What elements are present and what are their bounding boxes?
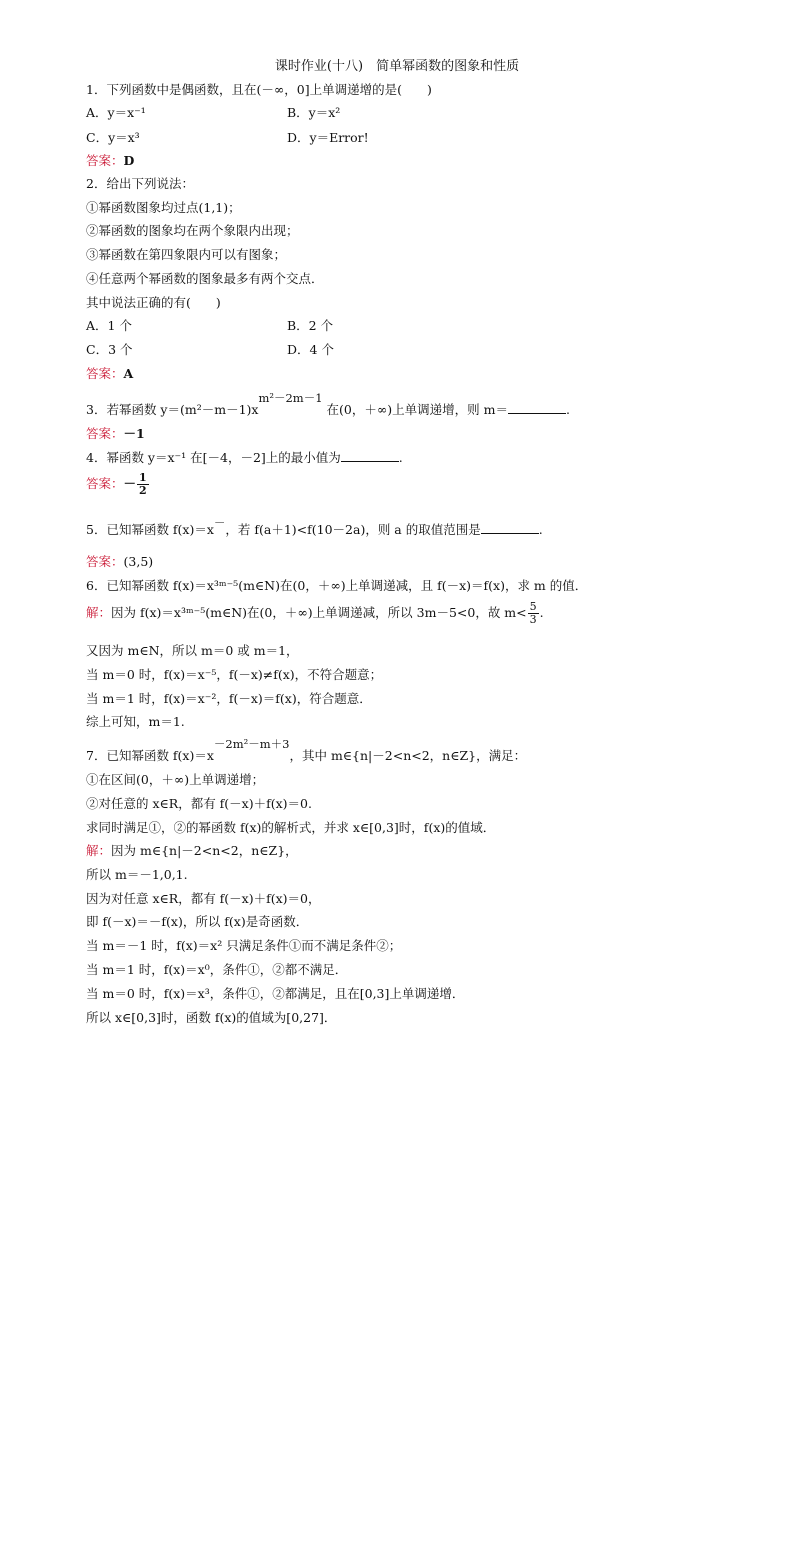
page-title: 课时作业(十八) 简单幂函数的图象和性质 [274, 59, 520, 74]
q2-statement-1: ①幂函数图象均过点(1,1)； [86, 200, 241, 215]
solution-label: 解： [86, 605, 112, 620]
q5-blank [481, 520, 539, 534]
q2-statement-3: ③幂函数在第四象限内可以有图象； [86, 247, 287, 262]
q1-option-a: A．y＝x⁻¹ [86, 105, 146, 120]
q7-solution-text: 因为 m∈{n|－2<n<2，n∈Z}， [111, 843, 298, 858]
q7-solution-line5: 当 m＝－1 时，f(x)＝x² 只满足条件①而不满足条件②； [86, 938, 402, 953]
q5-answer-value: (3,5) [123, 554, 154, 569]
q5-exponent: － [213, 516, 226, 530]
q6-solution-line5: 综上可知，m＝1. [86, 714, 185, 729]
q1-answer [86, 152, 134, 170]
q5-prefix: 5．已知幂函数 f(x)＝x [86, 522, 214, 537]
q1-option-d: D．y＝Error! [287, 130, 369, 145]
q7-solution-line7: 当 m＝0 时，f(x)＝x³，条件①，②都满足，且在[0,3]上单调递增． [86, 986, 465, 1001]
q7-solution-line8: 所以 x∈[0,3]时，函数 f(x)的值域为[0,27]． [86, 1010, 337, 1025]
q1-option-b: B．y＝x² [287, 105, 341, 120]
q6-stem: 6．已知幂函数 f(x)＝x³ᵐ⁻⁵(m∈N)在(0，＋∞)上单调递减，且 f(－x)＝f(x)，求 m 的值． [86, 578, 588, 593]
q6-solution-line2: 又因为 m∈N，所以 m＝0 或 m＝1， [86, 643, 299, 658]
q3-suffix: 在(0，＋∞)上单调递增，则 m＝ [322, 402, 508, 417]
answer-label: 答案： [86, 153, 124, 168]
q2-answer [86, 365, 133, 383]
q7-ask: 求同时满足①，②的幂函数 f(x)的解析式，并求 x∈[0,3]时，f(x)的值域． [86, 820, 496, 835]
q2-options-row2 [86, 341, 334, 359]
answer-label: 答案： [86, 554, 124, 569]
q6-solution-line4: 当 m＝1 时，f(x)＝x⁻²，f(－x)＝f(x)，符合题意． [86, 691, 372, 706]
q3-stem [86, 391, 570, 419]
q2-statement-4: ④任意两个幂函数的图象最多有两个交点． [86, 271, 324, 286]
q7-solution-line4: 即 f(－x)＝－f(x)，所以 f(x)是奇函数． [86, 914, 309, 929]
q2-answer-value: A [123, 366, 134, 381]
q5-answer [86, 553, 153, 571]
q7-solution-line3: 因为对任意 x∈R，都有 f(－x)＋f(x)＝0， [86, 891, 321, 906]
q4-answer-fraction [137, 472, 149, 497]
q6-fraction [528, 601, 539, 626]
q7-exponent: －2m²－m＋3 [213, 737, 290, 751]
q6-solution-text: 因为 f(x)＝x³ᵐ⁻⁵(m∈N)在(0，＋∞)上单调递减，所以 3m－5<0，故 m< [111, 605, 527, 620]
q4-answer-sign: － [123, 476, 137, 491]
q3-end: . [565, 402, 570, 417]
q3-prefix: 3．若幂函数 y＝(m²－m－1)x [86, 402, 259, 417]
q6-solution-line3: 当 m＝0 时，f(x)＝x⁻⁵，f(－x)≠f(x)，不符合题意； [86, 667, 383, 682]
q7-solution-line2: 所以 m＝－1,0,1. [86, 867, 188, 882]
q4-answer-numerator: 1 [139, 471, 147, 484]
q7-condition-2: ②对任意的 x∈R，都有 f(－x)＋f(x)＝0. [86, 796, 312, 811]
q1-options-row1 [86, 104, 341, 122]
q7-solution-line1 [86, 842, 298, 860]
q4-answer [86, 472, 150, 497]
q7-stem [86, 737, 527, 765]
q3-answer [86, 425, 145, 443]
q2-stem: 2．给出下列说法： [86, 176, 194, 191]
q7-solution-line6: 当 m＝1 时，f(x)＝x⁰，条件①，②都不满足． [86, 962, 348, 977]
q3-blank [508, 400, 566, 414]
q6-fraction-denominator: 3 [529, 613, 537, 626]
q6-solution-end: . [539, 605, 544, 620]
q3-answer-value: －1 [123, 426, 145, 441]
solution-label: 解： [86, 843, 112, 858]
q3-exponent: m²－2m－1 [258, 391, 323, 405]
answer-label: 答案： [86, 366, 124, 381]
q2-options-row1 [86, 317, 334, 335]
answer-label: 答案： [86, 426, 124, 441]
q7-prefix: 7．已知幂函数 f(x)＝x [86, 748, 214, 763]
q2-option-b: B．2 个 [287, 318, 334, 333]
q2-option-d: D．4 个 [287, 342, 334, 357]
answer-label: 答案： [86, 476, 124, 491]
q6-fraction-numerator: 5 [529, 600, 537, 613]
q4-blank [341, 448, 399, 462]
q2-option-a: A．1 个 [86, 318, 132, 333]
q7-suffix: ，其中 m∈{n|－2<n<2，n∈Z}，满足： [289, 748, 527, 763]
q1-stem: 1．下列函数中是偶函数，且在(－∞，0]上单调递增的是( ) [86, 82, 432, 97]
q5-stem [86, 516, 543, 539]
q4-stem-text: 4．幂函数 y＝x⁻¹ 在[－4，－2]上的最小值为 [86, 450, 341, 465]
q7-condition-1: ①在区间(0，＋∞)上单调递增； [86, 772, 265, 787]
q1-answer-value: D [123, 153, 135, 168]
q6-solution-line1 [86, 601, 544, 626]
q2-statement-2: ②幂函数的图象均在两个象限内出现； [86, 223, 299, 238]
q1-options-row2 [86, 129, 369, 147]
q2-option-c: C．3 个 [86, 342, 133, 357]
q4-stem [86, 448, 403, 467]
q5-end: . [538, 522, 543, 537]
q4-end: . [398, 450, 403, 465]
q2-ask: 其中说法正确的有( ) [86, 295, 221, 310]
q1-option-c: C．y＝x³ [86, 130, 140, 145]
q4-answer-denominator: 2 [139, 484, 147, 497]
q5-suffix: ，若 f(a＋1)<f(10－2a)，则 a 的取值范围是 [225, 522, 481, 537]
